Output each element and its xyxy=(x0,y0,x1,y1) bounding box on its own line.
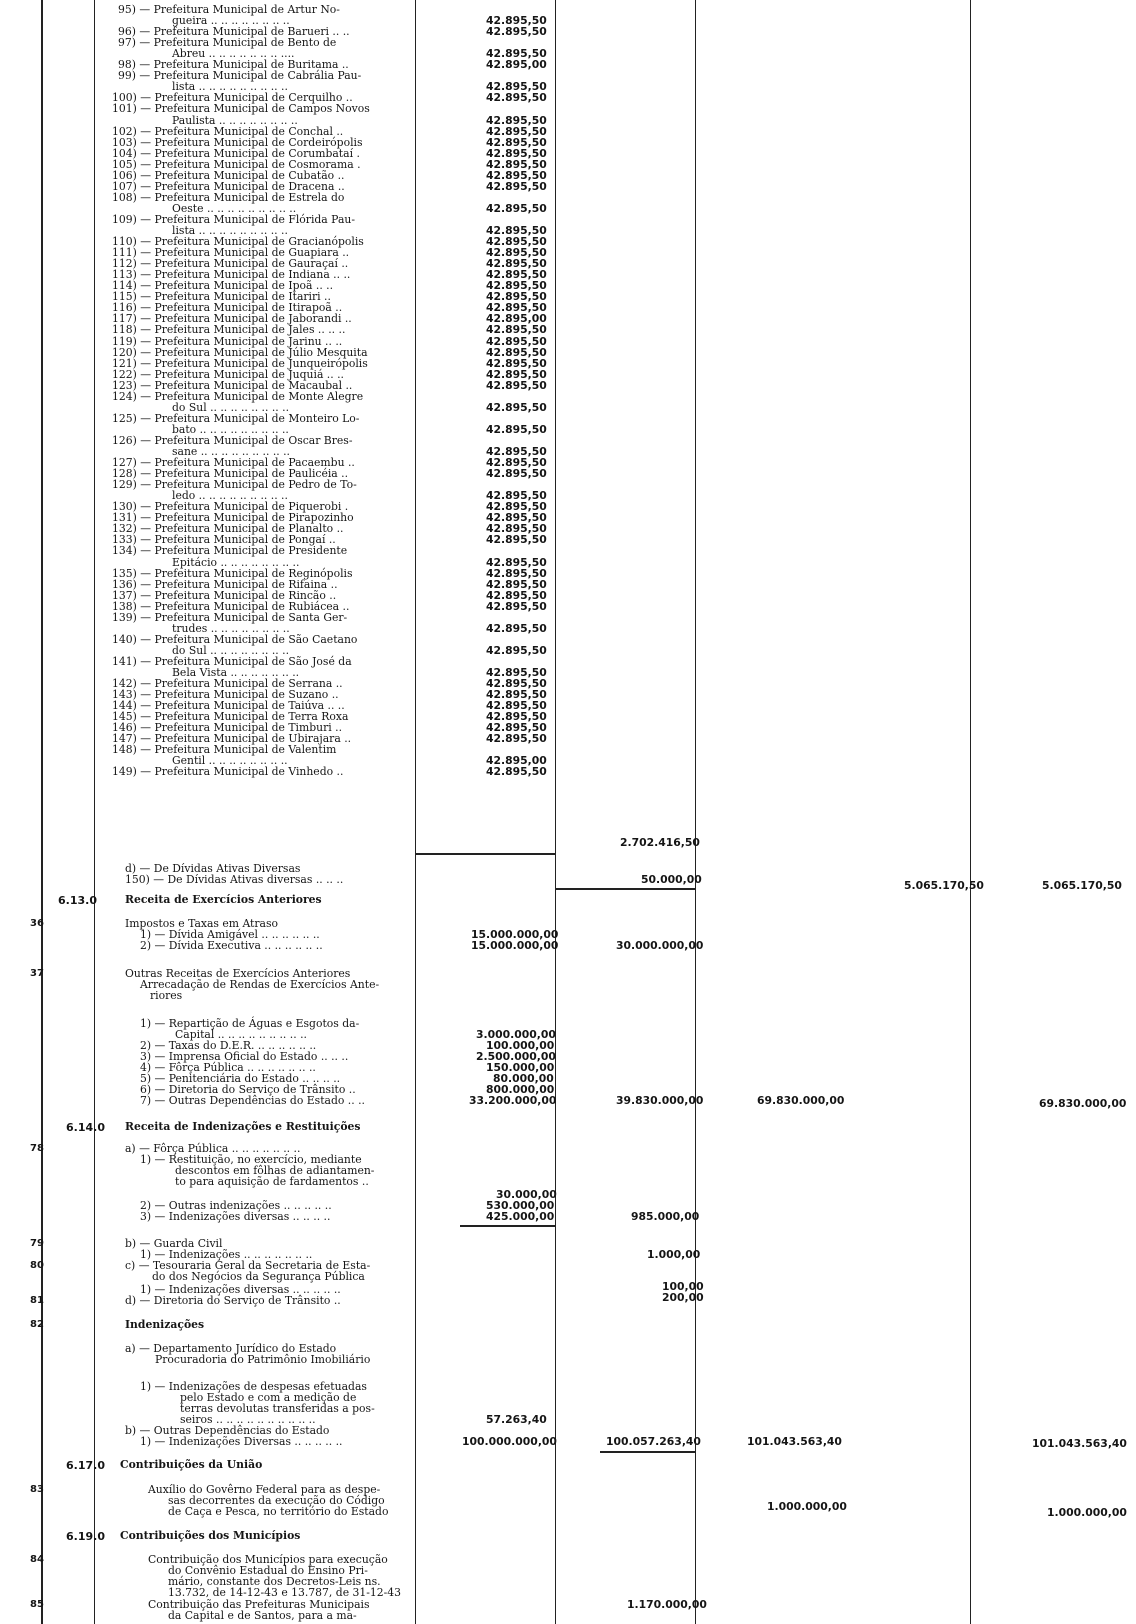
ind-diversas-item: 1) — Indenizações Diversas .. .. .. .. .. xyxy=(140,1435,343,1448)
arrecadacao-line1: Arrecadação de Rendas de Exercícios Ante- xyxy=(140,978,380,991)
divida-executiva-amount: 15.000.000,00 xyxy=(471,939,559,952)
municipal-item: 148) — Prefeitura Municipal de Valentim xyxy=(112,743,337,757)
municipal-amount: 42.895,50 xyxy=(486,533,547,547)
taxas-der: 2) — Taxas do D.E.R. .. .. .. .. .. .. xyxy=(140,1039,317,1052)
municipal-item: 127) — Prefeitura Municipal de Pacaembu .. xyxy=(112,456,355,470)
outras-heading: Outras Receitas de Exercícios Anteriores xyxy=(125,967,351,980)
municipal-amount: 42.895,00 xyxy=(486,312,547,326)
indenizacoes-diversas-amount: 425.000,00 xyxy=(486,1210,555,1223)
municipal-amount: 42.895,50 xyxy=(486,400,547,414)
municipal-item: 114) — Prefeitura Municipal de Ipoã .. .. xyxy=(112,279,334,293)
municipal-item: 140) — Prefeitura Municipal de São Caetano xyxy=(112,632,358,646)
dividas-item: 150) — De Dívidas Ativas diversas .. .. .. xyxy=(125,873,344,886)
municipal-item: 115) — Prefeitura Municipal de Itariri .. xyxy=(112,290,331,304)
dividas-heading: d) — De Dívidas Ativas Diversas xyxy=(125,862,301,875)
despesas-line1: 1) — Indenizações de despesas efetuadas xyxy=(140,1380,367,1393)
exercicios-total-col4: 69.830.000,00 xyxy=(757,1094,845,1107)
indenizacoes-total-col5: 101.043.563,40 xyxy=(1032,1437,1127,1450)
mark-78: 78 xyxy=(30,1143,44,1154)
municipal-amount: 42.895,50 xyxy=(486,489,547,503)
outras-indenizacoes: 2) — Outras indenizações .. .. .. .. .. xyxy=(140,1199,332,1212)
municipal-amount: 42.895,50 xyxy=(486,201,547,215)
municipal-item: 143) — Prefeitura Municipal de Suzano .. xyxy=(112,688,339,702)
municipal-item: 134) — Prefeitura Municipal de Presidente xyxy=(112,544,348,558)
forca-publica: 4) — Fôrça Pública .. .. .. .. .. .. .. xyxy=(140,1061,316,1074)
municipal-amount: 42.895,50 xyxy=(486,445,547,458)
exercicios-subtotal1: 30.000.000,00 xyxy=(616,939,704,952)
indenizacoes-subtotal: 100.057.263,40 xyxy=(606,1435,701,1448)
divida-amigavel: 1) — Dívida Amigável .. .. .. .. .. .. xyxy=(140,928,320,941)
impostos-heading: Impostos e Taxas em Atraso xyxy=(125,917,279,930)
departamento-line1: a) — Departamento Jurídico do Estado xyxy=(125,1342,337,1355)
municipal-item: 118) — Prefeitura Municipal de Jales .. .. .. xyxy=(112,323,346,337)
municipal-item: 97) — Prefeitura Municipal de Bento de xyxy=(118,36,337,50)
municipal-amount: 42.895,50 xyxy=(486,500,547,514)
municipal-amount: 42.895,50 xyxy=(486,599,547,613)
municipal-amount: 42.895,00 xyxy=(486,754,547,768)
municipal-amount: 42.895,50 xyxy=(486,666,547,679)
municipal-item-cont: Oeste .. .. .. .. .. .. .. .. .. xyxy=(172,201,297,215)
municipal-item: 95) — Prefeitura Municipal de Artur No- xyxy=(118,3,340,16)
restituicao-line2: descontos em fôlhas de adiantamen- xyxy=(175,1164,375,1177)
municipal-item-cont: lista .. .. .. .. .. .. .. .. .. xyxy=(172,80,288,94)
municipal-item-cont: Paulista .. .. .. .. .. .. .. .. xyxy=(172,113,298,127)
guarda-amount: 1.000,00 xyxy=(647,1248,701,1261)
exercicios-subtotal2: 39.830.000,00 xyxy=(616,1094,704,1107)
dividas-rule xyxy=(555,888,695,890)
municipal-amount: 42.895,50 xyxy=(486,47,547,61)
tesouraria-amount: 100,00 xyxy=(662,1280,704,1293)
dividas-amount: 50.000,00 xyxy=(641,873,702,886)
forca-heading: a) — Fôrça Pública .. .. .. .. .. .. .. xyxy=(125,1142,301,1155)
mark-79: 79 xyxy=(30,1238,44,1249)
reparticao-line1: 1) — Repartição de Águas e Esgotos da- xyxy=(140,1017,360,1030)
municipal-amount: 42.895,50 xyxy=(486,290,547,304)
municipal-item: 133) — Prefeitura Municipal de Pongaí .. xyxy=(112,533,336,547)
restituicao-line3: to para aquisição de fardamentos .. xyxy=(175,1175,369,1188)
municipal-item: 123) — Prefeitura Municipal de Macaubal .. xyxy=(112,378,353,392)
diretoria-transito: 6) — Diretoria do Serviço de Trânsito .. xyxy=(140,1083,356,1096)
restituicoes-code: 6.14.0 xyxy=(66,1121,105,1134)
municipios-code: 6.19.0 xyxy=(66,1530,105,1543)
municipal-amount: 42.895,50 xyxy=(486,157,547,171)
municipal-item: 117) — Prefeitura Municipal de Jaborandi .. xyxy=(112,312,352,326)
municipal-amount: 42.895,50 xyxy=(486,279,547,293)
prefeituras-line1: Contribuição das Prefeituras Municipais xyxy=(148,1598,370,1611)
municipios-line1: Contribuição dos Municípios para execução xyxy=(148,1553,388,1566)
municipal-amount: 42.895,50 xyxy=(486,113,547,127)
municipal-item: 136) — Prefeitura Municipal de Rifaina .. xyxy=(112,577,338,591)
municipios-amount: 1.170.000,00 xyxy=(627,1598,707,1611)
restituicoes-subtotal: 985.000,00 xyxy=(631,1210,700,1223)
municipal-amount: 42.895,50 xyxy=(486,467,547,481)
restituicoes-title: Receita de Indenizações e Restituições xyxy=(125,1120,361,1133)
municipal-item: 119) — Prefeitura Municipal de Jarinu .. .. xyxy=(112,334,343,348)
mark-81: 81 xyxy=(30,1295,44,1306)
exercicios-total-col5: 69.830.000,00 xyxy=(1039,1097,1127,1110)
municipal-item: 126) — Prefeitura Municipal de Oscar Bres- xyxy=(112,433,353,447)
municipal-item-cont: Abreu .. .. .. .. .. .. .. .... xyxy=(172,47,295,61)
outras-dependencias-amount: 33.200.000,00 xyxy=(469,1094,557,1107)
municipal-item: 121) — Prefeitura Municipal de Junqueirópolis xyxy=(112,356,368,370)
municipal-amount: 42.895,50 xyxy=(486,378,547,392)
dividas-total-col4: 5.065.170,50 xyxy=(904,879,984,892)
municipal-item: 105) — Prefeitura Municipal de Cosmorama . xyxy=(112,157,361,171)
indenizacoes-total-col4: 101.043.563,40 xyxy=(747,1435,842,1448)
municipal-amount: 42.895,50 xyxy=(486,588,547,602)
municipal-item-cont: Epitácio .. .. .. .. .. .. .. .. xyxy=(172,555,300,569)
municipal-amount: 42.895,50 xyxy=(486,179,547,193)
municipal-item-cont: gueira .. .. .. .. .. .. .. .. xyxy=(172,14,290,28)
dividas-total-col5: 5.065.170,50 xyxy=(1042,879,1122,892)
municipal-amount: 42.895,50 xyxy=(486,643,547,657)
municipal-item: 145) — Prefeitura Municipal de Terra Roxa xyxy=(112,710,349,724)
municipal-item: 108) — Prefeitura Municipal de Estrela do xyxy=(112,190,345,204)
municipal-item: 112) — Prefeitura Municipal de Gauraçaí .. xyxy=(112,257,349,271)
municipal-item: 139) — Prefeitura Municipal de Santa Ger- xyxy=(112,610,348,624)
municipal-item-cont: lista .. .. .. .. .. .. .. .. .. xyxy=(172,224,288,237)
prefeituras-line2: da Capital e de Santos, para a ma- xyxy=(168,1609,357,1622)
municipal-amount: 42.895,50 xyxy=(486,224,547,237)
municipal-amount: 42.895,50 xyxy=(486,677,547,691)
municipal-amount: 42.895,50 xyxy=(486,168,547,182)
restituicoes-rule xyxy=(460,1225,555,1227)
despesas-line4: seiros .. .. .. .. .. .. .. .. .. .. xyxy=(180,1413,316,1426)
despesas-line2: pelo Estado e com a medição de xyxy=(180,1391,357,1404)
municipal-amount: 42.895,50 xyxy=(486,268,547,282)
municipal-amount: 42.895,50 xyxy=(486,301,547,315)
uniao-total-col5: 1.000.000,00 xyxy=(1047,1506,1127,1519)
uniao-code: 6.17.0 xyxy=(66,1459,105,1472)
municipal-amount: 42.895,50 xyxy=(486,555,547,569)
imprensa-amount: 2.500.000,00 xyxy=(476,1050,556,1063)
reparticao-amount: 3.000.000,00 xyxy=(476,1028,556,1041)
arrecadacao-line2: riores xyxy=(150,989,183,1002)
municipal-amount: 42.895,50 xyxy=(486,345,547,359)
municipal-amount: 42.895,50 xyxy=(486,80,547,94)
municipal-amount: 42.895,50 xyxy=(486,577,547,591)
municipal-amount: 42.895,50 xyxy=(486,356,547,370)
tesouraria-item: 1) — Indenizações diversas .. .. .. .. .. xyxy=(140,1283,341,1296)
municipal-item: 130) — Prefeitura Municipal de Piquerobi . xyxy=(112,500,349,514)
municipios-title: Contribuições dos Municípios xyxy=(120,1529,301,1542)
ind-diversas-amount: 100.000.000,00 xyxy=(462,1435,557,1448)
municipal-amount: 42.895,50 xyxy=(486,25,547,39)
municipal-item: 103) — Prefeitura Municipal de Cordeirópolis xyxy=(112,135,363,149)
municipal-item: 109) — Prefeitura Municipal de Flórida Pau- xyxy=(112,212,355,226)
municipal-item: 104) — Prefeitura Municipal de Corumbataí . xyxy=(112,146,360,160)
municipal-item: 147) — Prefeitura Municipal de Ubirajara .. xyxy=(112,732,352,746)
municipal-item: 113) — Prefeitura Municipal de Indiana .. .. xyxy=(112,268,351,282)
municipal-amount: 42.895,50 xyxy=(486,522,547,536)
municipal-item-cont: trudes .. .. .. .. .. .. .. .. xyxy=(172,621,290,635)
mark-36: 36 xyxy=(30,918,44,929)
despesas-line3: terras devolutas transferidas a pos- xyxy=(180,1402,375,1415)
departamento-line2: Procuradoria do Patrimônio Imobiliário xyxy=(155,1353,371,1366)
municipal-amount: 42.895,50 xyxy=(486,235,547,249)
diretoria-amount: 200,00 xyxy=(662,1291,704,1304)
forca-publica-amount: 150.000,00 xyxy=(486,1061,555,1074)
municipal-item-cont: ledo .. .. .. .. .. .. .. .. .. xyxy=(172,489,288,503)
municipal-amount: 42.895,50 xyxy=(486,765,547,779)
reparticao-line2: Capital .. .. .. .. .. .. .. .. .. xyxy=(175,1028,307,1041)
imprensa: 3) — Imprensa Oficial do Estado .. .. .. xyxy=(140,1050,349,1063)
municipal-amount: 42.895,50 xyxy=(486,621,547,635)
municipal-amount: 42.895,50 xyxy=(486,146,547,160)
municipal-item: 149) — Prefeitura Municipal de Vinhedo .. xyxy=(112,765,344,779)
municipal-item: 111) — Prefeitura Municipal de Guapiara .. xyxy=(112,246,350,260)
municipal-item: 99) — Prefeitura Municipal de Cabrália Pau- xyxy=(118,69,362,83)
municipal-item-cont: Bela Vista .. .. .. .. .. .. .. xyxy=(172,666,300,679)
municipal-amount: 42.895,50 xyxy=(486,721,547,735)
mark-82: 82 xyxy=(30,1319,44,1330)
municipal-item-cont: sane .. .. .. .. .. .. .. .. .. xyxy=(172,445,290,458)
municipal-amount: 42.895,50 xyxy=(486,323,547,337)
uniao-line2: sas decorrentes da execução do Código xyxy=(168,1494,385,1507)
municipal-amount: 42.895,50 xyxy=(486,688,547,702)
uniao-title: Contribuições da União xyxy=(120,1458,263,1471)
municipal-amount: 42.895,50 xyxy=(486,732,547,746)
divida-executiva: 2) — Dívida Executiva .. .. .. .. .. .. xyxy=(140,939,323,952)
despesas-amount: 57.263,40 xyxy=(486,1413,547,1426)
mark-80: 80 xyxy=(30,1260,44,1271)
municipal-item: 132) — Prefeitura Municipal de Planalto .. xyxy=(112,522,344,536)
municipal-item: 135) — Prefeitura Municipal de Reginópolis xyxy=(112,566,353,580)
mark-85: 85 xyxy=(30,1599,44,1610)
municipal-item: 141) — Prefeitura Municipal de São José da xyxy=(112,654,352,668)
municipal-amount: 42.895,50 xyxy=(486,14,547,28)
municipal-amount: 42.895,50 xyxy=(486,135,547,149)
guarda-item: 1) — Indenizações .. .. .. .. .. .. .. xyxy=(140,1248,313,1261)
municipal-item: 98) — Prefeitura Municipal de Buritama .. xyxy=(118,58,349,72)
restituicao-line1: 1) — Restituição, no exercício, mediante xyxy=(140,1153,362,1166)
tesouraria-line1: c) — Tesouraria Geral da Secretaria de Esta- xyxy=(125,1259,371,1272)
municipal-amount: 42.895,50 xyxy=(486,422,547,436)
municipal-amount: 42.895,50 xyxy=(486,91,547,105)
municipal-amount: 42.895,50 xyxy=(486,246,547,260)
municipal-item: 124) — Prefeitura Municipal de Monte Alegre xyxy=(112,389,364,403)
mark-83: 83 xyxy=(30,1484,44,1495)
municipal-item: 101) — Prefeitura Municipal de Campos Novos xyxy=(112,102,370,116)
municipal-item: 106) — Prefeitura Municipal de Cubatão .. xyxy=(112,168,345,182)
uniao-line1: Auxílio do Govêrno Federal para as despe- xyxy=(148,1483,381,1496)
municipal-amount: 42.895,50 xyxy=(486,367,547,381)
municipal-item: 110) — Prefeitura Municipal de Gracianópolis xyxy=(112,235,364,249)
municipal-item-cont: do Sul .. .. .. .. .. .. .. .. xyxy=(172,643,290,657)
mark-37: 37 xyxy=(30,968,44,979)
municipal-item: 128) — Prefeitura Municipal de Paulicéia .. xyxy=(112,467,349,481)
municipios-line4: 13.732, de 14-12-43 e 13.787, de 31-12-43 xyxy=(168,1586,402,1599)
guarda-heading: b) — Guarda Civil xyxy=(125,1237,223,1250)
penitenciaria-amount: 80.000,00 xyxy=(493,1072,554,1085)
indenizacoes-title: Indenizações xyxy=(125,1318,205,1331)
municipal-item-cont: Gentil .. .. .. .. .. .. .. .. xyxy=(172,754,288,768)
diretoria-transito-amount: 800.000,00 xyxy=(486,1083,555,1096)
municipal-item: 146) — Prefeitura Municipal de Timburi .. xyxy=(112,721,343,735)
municipal-item: 120) — Prefeitura Municipal de Júlio Mesquita xyxy=(112,345,368,359)
municipal-amount: 42.895,50 xyxy=(486,511,547,525)
municipal-item: 142) — Prefeitura Municipal de Serrana .. xyxy=(112,677,343,691)
municipal-item: 144) — Prefeitura Municipal de Taiúva .. .. xyxy=(112,699,345,713)
restituicao-amount: 30.000,00 xyxy=(496,1188,557,1201)
uniao-total-col4: 1.000.000,00 xyxy=(767,1500,847,1513)
municipal-item: 137) — Prefeitura Municipal de Rincão .. xyxy=(112,588,337,602)
penitenciaria: 5) — Penitenciária do Estado .. .. .. .. xyxy=(140,1072,341,1085)
exercicios-code: 6.13.0 xyxy=(58,894,97,907)
uniao-line3: de Caça e Pesca, no território do Estado xyxy=(168,1505,389,1518)
indenizacoes-diversas: 3) — Indenizações diversas .. .. .. .. xyxy=(140,1210,331,1223)
municipal-item: 102) — Prefeitura Municipal de Conchal .. xyxy=(112,124,344,138)
municipal-amount: 42.895,50 xyxy=(486,566,547,580)
municipal-item-cont: bato .. .. .. .. .. .. .. .. .. xyxy=(172,422,289,436)
municipal-amount: 42.895,50 xyxy=(486,257,547,271)
outras-dependencias: 7) — Outras Dependências do Estado .. .. xyxy=(140,1094,365,1107)
diretoria-item: d) — Diretoria do Serviço de Trânsito .. xyxy=(125,1294,341,1307)
municipal-item: 129) — Prefeitura Municipal de Pedro de To- xyxy=(112,478,357,492)
indenizacoes-rule xyxy=(600,1451,695,1453)
municipal-amount: 42.895,00 xyxy=(486,58,547,72)
municipios-line3: mário, constante dos Decretos-Leis ns. xyxy=(168,1575,381,1588)
municipal-amount: 42.895,50 xyxy=(486,334,547,348)
taxas-der-amount: 100.000,00 xyxy=(486,1039,555,1052)
municipal-item: 116) — Prefeitura Municipal de Itirapoã .. xyxy=(112,301,343,315)
municipal-rule xyxy=(415,853,555,855)
municipal-item: 96) — Prefeitura Municipal de Barueri .. .. xyxy=(118,25,350,39)
municipal-item-cont: do Sul .. .. .. .. .. .. .. .. xyxy=(172,400,290,414)
municipal-amount: 42.895,50 xyxy=(486,456,547,470)
tesouraria-line2: do dos Negócios da Segurança Pública xyxy=(152,1270,365,1283)
municipal-amount: 42.895,50 xyxy=(486,124,547,138)
municipal-subtotal: 2.702.416,50 xyxy=(620,836,700,849)
outras-indenizacoes-amount: 530.000,00 xyxy=(486,1199,555,1212)
municipal-item: 122) — Prefeitura Municipal de Juquiá .. .. xyxy=(112,367,344,381)
municipal-item: 131) — Prefeitura Municipal de Pirapozinho xyxy=(112,511,354,525)
municipal-item: 100) — Prefeitura Municipal de Cerquilho .. xyxy=(112,91,353,105)
municipal-item: 125) — Prefeitura Municipal de Monteiro Lo- xyxy=(112,411,360,425)
municipal-amount: 42.895,50 xyxy=(486,699,547,713)
municipal-item: 107) — Prefeitura Municipal de Dracena .. xyxy=(112,179,345,193)
mark-84: 84 xyxy=(30,1554,44,1565)
municipios-line2: do Convênio Estadual do Ensino Pri- xyxy=(168,1564,368,1577)
exercicios-title: Receita de Exercícios Anteriores xyxy=(125,893,322,906)
outras-dep-heading: b) — Outras Dependências do Estado xyxy=(125,1424,330,1437)
municipal-item: 138) — Prefeitura Municipal de Rubiácea .. xyxy=(112,599,350,613)
divida-amigavel-amount: 15.000.000,00 xyxy=(471,928,559,941)
municipal-amount: 42.895,50 xyxy=(486,710,547,724)
